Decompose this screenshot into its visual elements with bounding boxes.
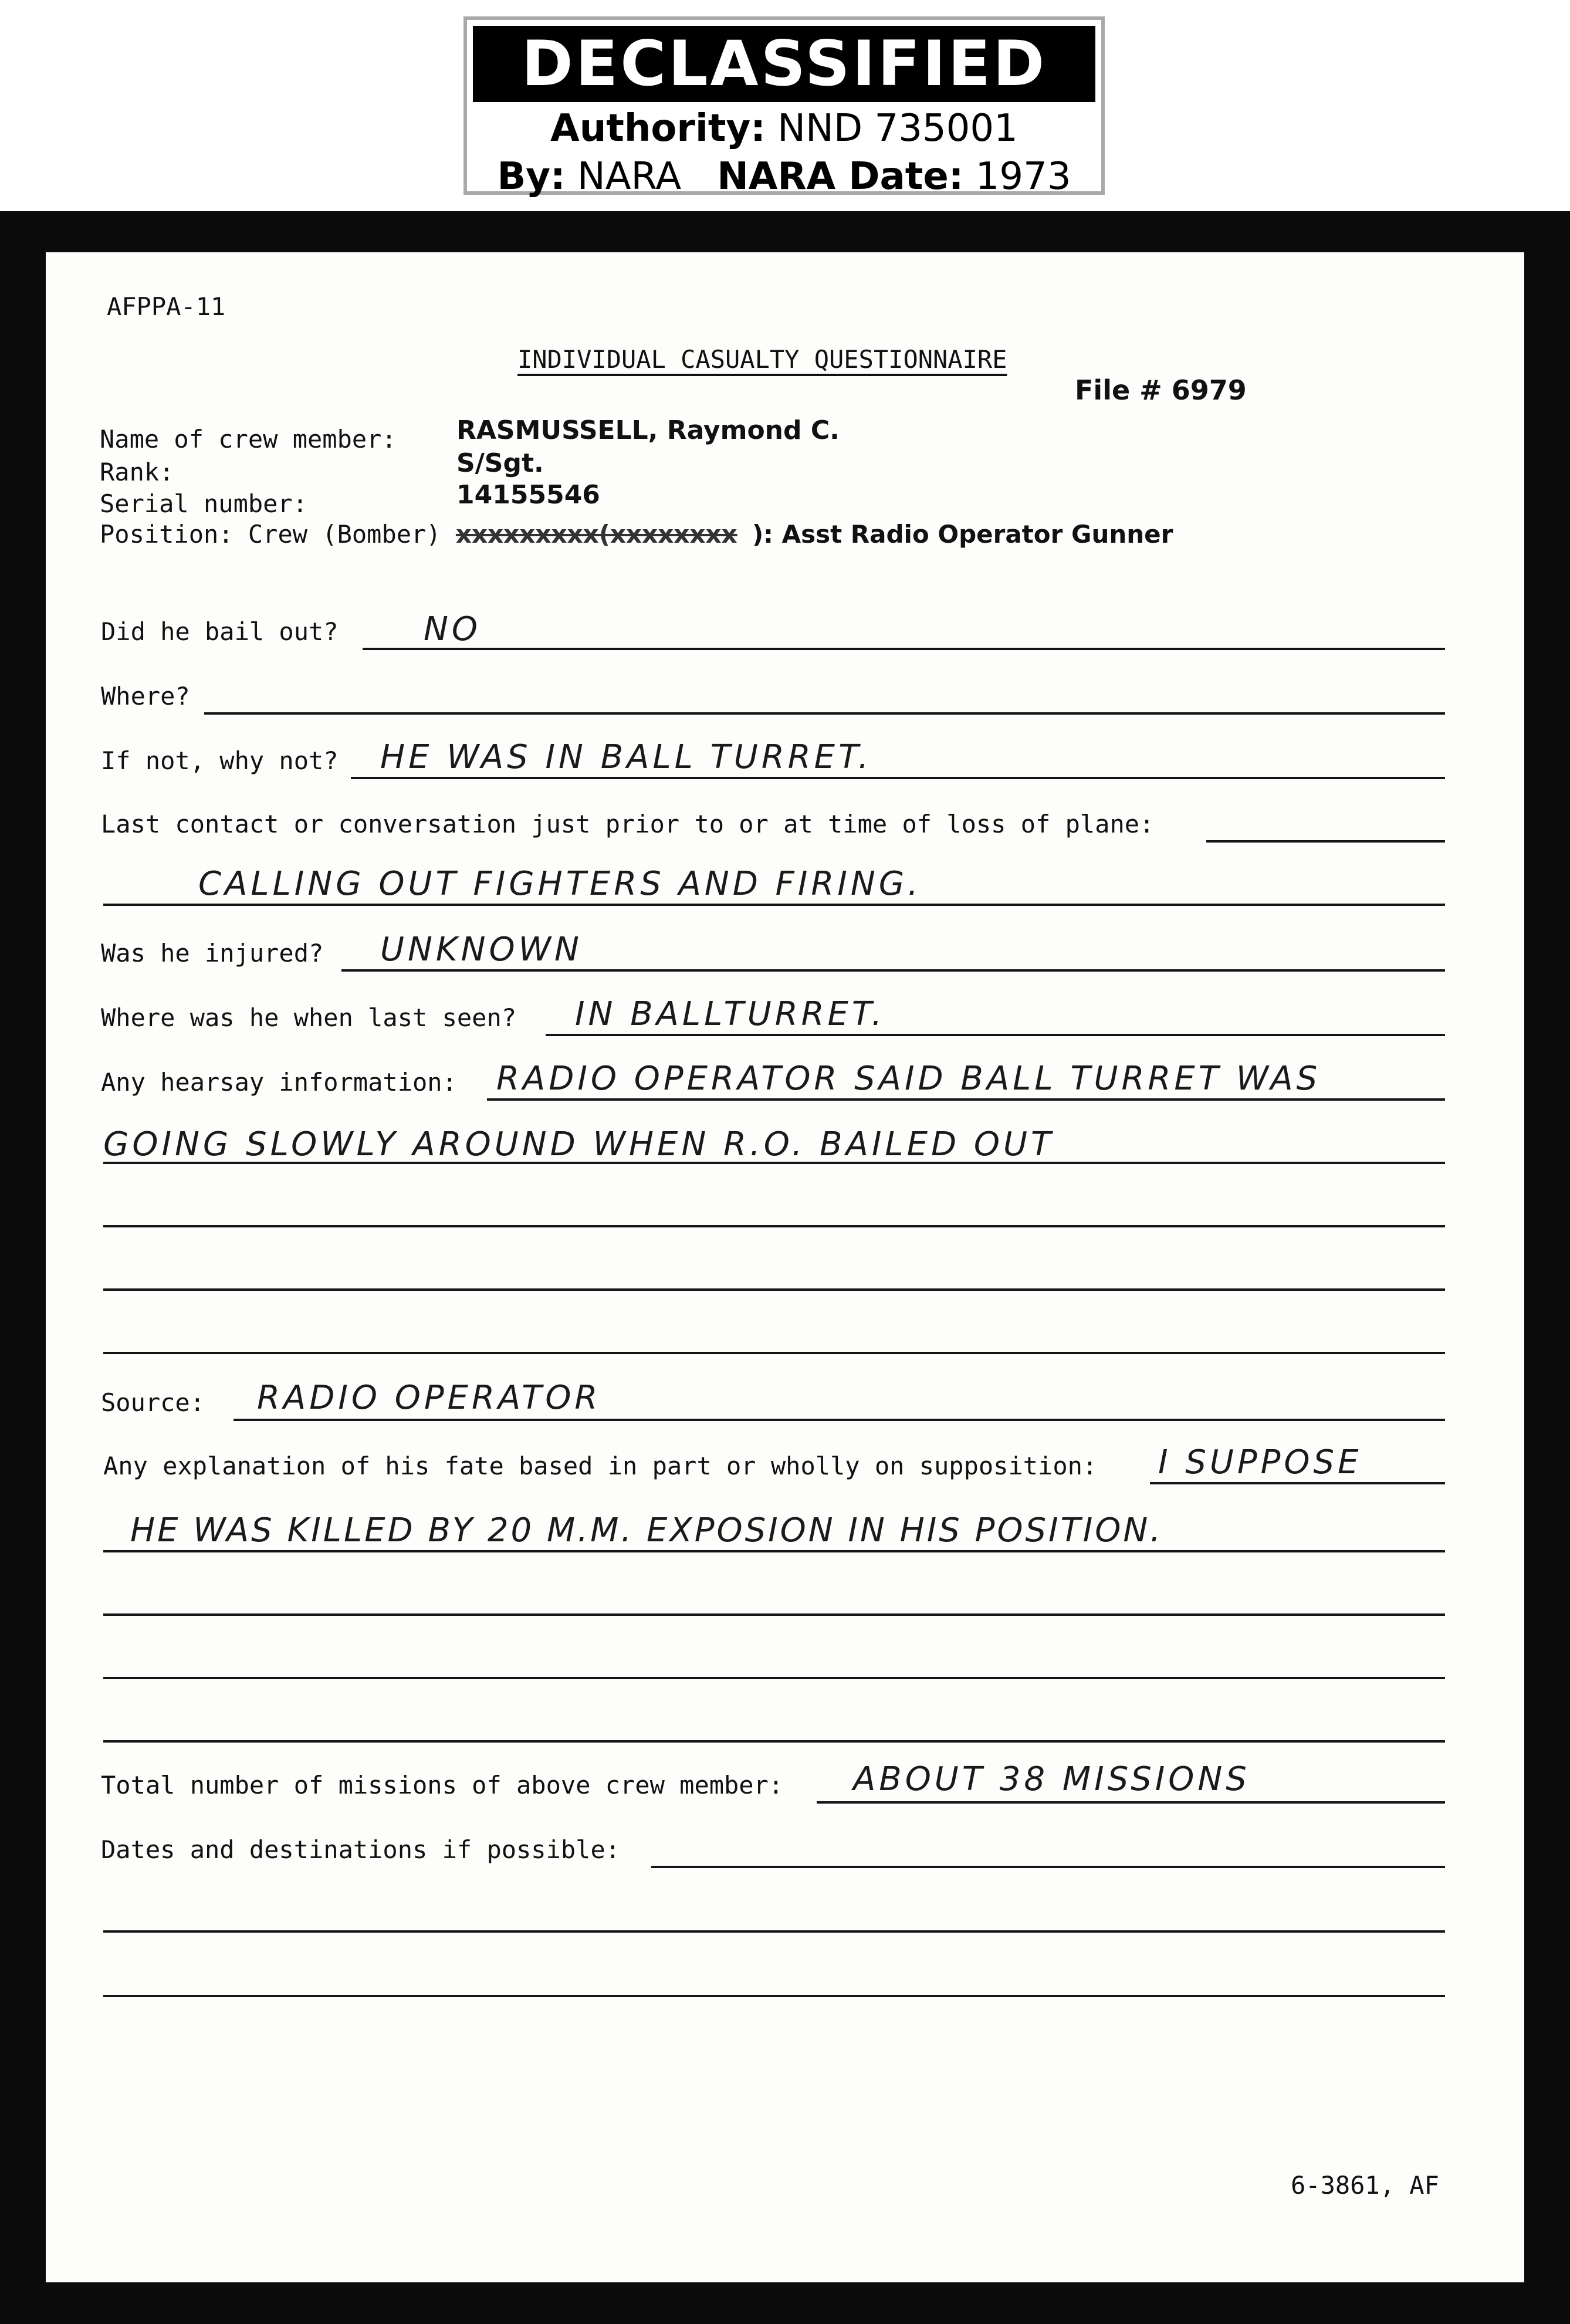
bail-label: Did he bail out?: [101, 617, 339, 646]
name-value: RASMUSSELL, Raymond C.: [456, 415, 840, 445]
rank-label: Rank:: [100, 458, 174, 486]
name-label: Name of crew member:: [100, 425, 397, 454]
bail-rule: [363, 648, 1445, 650]
position-struck: xxxxxxxxx(xxxxxxxx: [455, 520, 737, 549]
bail-answer: NO: [424, 610, 481, 648]
stamp-authority: [467, 107, 1101, 150]
blank-rule: [103, 1352, 1445, 1354]
missions-rule: [817, 1801, 1445, 1804]
stamp-date-value: 1973: [975, 155, 1071, 198]
source-label: Source:: [101, 1388, 205, 1417]
injured-rule: [341, 969, 1445, 972]
why-rule: [351, 777, 1445, 779]
hearsay-answer-2: GOING SLOWLY AROUND WHEN R.O. BAILED OUT: [103, 1125, 1055, 1163]
blank-rule: [103, 1930, 1445, 1933]
rank-value: S/Sgt.: [456, 448, 544, 478]
explanation-rule-2: [103, 1550, 1445, 1552]
stamp-title: DECLASSIFIED: [473, 26, 1095, 102]
position-value: ): Asst Radio Operator Gunner: [752, 520, 1173, 549]
dates-label: Dates and destinations if possible:: [101, 1835, 621, 1864]
blank-rule: [103, 1995, 1445, 1997]
stamp-date-label: NARA Date:: [717, 155, 964, 198]
blank-rule: [103, 1288, 1445, 1291]
position-line: [100, 520, 1173, 549]
stamp-by-value: NARA: [577, 155, 682, 198]
contact-rule-2: [103, 904, 1445, 906]
blank-rule: [103, 1225, 1445, 1227]
file-number: File # 6979: [1075, 374, 1247, 406]
where-rule: [204, 712, 1445, 715]
missions-answer: ABOUT 38 MISSIONS: [853, 1760, 1250, 1798]
stamp-authority-value: NND 735001: [777, 107, 1018, 150]
hearsay-rule: [487, 1098, 1445, 1101]
explanation-answer-2: HE WAS KILLED BY 20 M.M. EXPOSION IN HIS POSITION.: [130, 1511, 1163, 1550]
last-seen-answer: IN BALLTURRET.: [575, 995, 886, 1033]
declassified-stamp: [463, 16, 1105, 198]
stamp-by-label: By:: [497, 155, 566, 198]
source-answer: RADIO OPERATOR: [257, 1379, 601, 1417]
why-label: If not, why not?: [101, 746, 339, 775]
contact-rule: [1206, 840, 1445, 843]
dates-rule: [651, 1866, 1445, 1868]
contact-label: Last contact or conversation just prior to or at time of loss of plane:: [101, 810, 1155, 838]
missions-label: Total number of missions of above crew member:: [101, 1771, 784, 1799]
where-label: Where?: [101, 682, 190, 711]
explanation-answer-1: I SUPPOSE: [1158, 1443, 1362, 1481]
footer-code: 6-3861, AF: [1291, 2171, 1439, 2200]
explanation-rule: [1150, 1482, 1445, 1484]
position-prefix: Crew (Bomber): [248, 520, 441, 549]
blank-rule: [103, 1740, 1445, 1743]
blank-rule: [103, 1613, 1445, 1616]
questionnaire-page: [46, 252, 1524, 2282]
last-seen-rule: [546, 1034, 1445, 1036]
position-label: Position:: [100, 520, 234, 549]
contact-answer: CALLING OUT FIGHTERS AND FIRING.: [198, 865, 922, 903]
stamp-by-date: [467, 155, 1101, 198]
hearsay-answer-1: RADIO OPERATOR SAID BALL TURRET WAS: [496, 1060, 1321, 1098]
blank-rule: [103, 1677, 1445, 1679]
form-id: AFPPA-11: [107, 292, 226, 321]
why-answer: HE WAS IN BALL TURRET.: [380, 738, 872, 776]
form-title: INDIVIDUAL CASUALTY QUESTIONNAIRE: [517, 345, 1007, 374]
explanation-label: Any explanation of his fate based in part or wholly on supposition:: [103, 1452, 1098, 1480]
hearsay-label: Any hearsay information:: [101, 1068, 457, 1097]
stamp-authority-label: Authority:: [550, 107, 766, 150]
serial-value: 14155546: [456, 480, 600, 510]
source-rule: [234, 1419, 1445, 1421]
serial-label: Serial number:: [100, 489, 308, 518]
injured-label: Was he injured?: [101, 939, 324, 968]
injured-answer: UNKNOWN: [380, 931, 583, 969]
last-seen-label: Where was he when last seen?: [101, 1003, 517, 1032]
